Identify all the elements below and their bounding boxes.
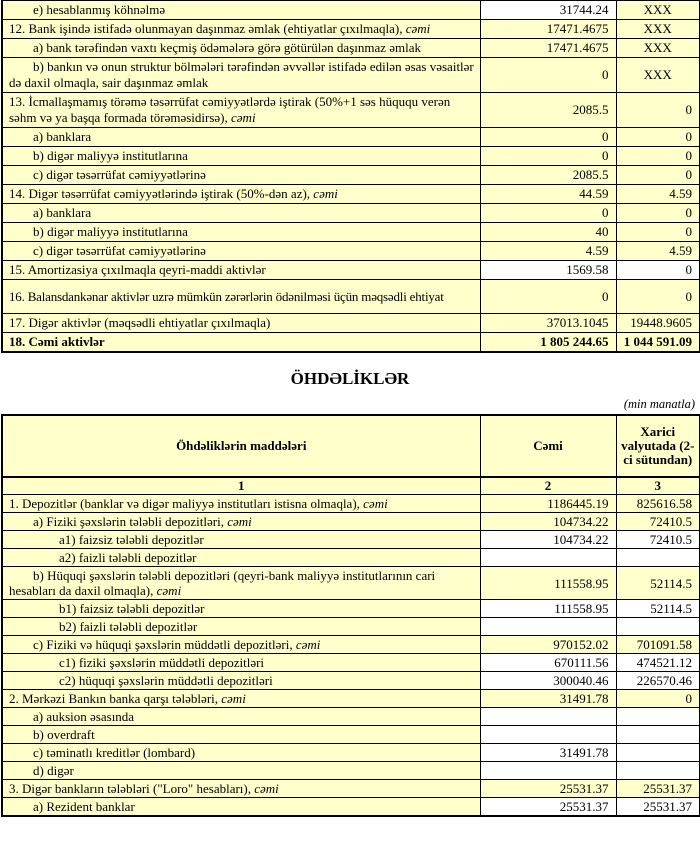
row-label-cell bbox=[2, 333, 480, 353]
liabilities-table-body bbox=[2, 415, 700, 816]
value-fx-cell: 25531.37 bbox=[616, 798, 700, 817]
row-label-cell bbox=[2, 495, 480, 513]
row-label: e) hesablanmış köhnəlmə bbox=[33, 2, 166, 17]
row-label: 3. Digər bankların tələbləri ("Loro" hesabları), bbox=[9, 781, 255, 796]
value-total-cell: 2085.5 bbox=[480, 93, 616, 128]
row-label-cell bbox=[2, 185, 480, 204]
liabilities-header-row bbox=[2, 415, 700, 477]
table-row bbox=[2, 654, 700, 672]
row-label: 18. Cəmi aktivlər bbox=[9, 334, 105, 349]
row-label-cell bbox=[2, 690, 480, 708]
row-label: b) Hüquqi şəxslərin tələbli depozitləri (qeyri-bank maliyyə institutlarının cari hesabları da daxil olmaqla), bbox=[9, 568, 436, 598]
row-label: b) digər maliyyə institutlarına bbox=[33, 148, 188, 163]
assets-table-body bbox=[2, 1, 700, 353]
value-total-cell: 1186445.19 bbox=[480, 495, 616, 513]
row-label-suffix: cəmi bbox=[231, 110, 256, 125]
table-row bbox=[2, 672, 700, 690]
value-total-cell: 1569.58 bbox=[480, 261, 616, 280]
value-fx-cell: 19448.9605 bbox=[616, 314, 700, 333]
row-label-cell bbox=[2, 600, 480, 618]
row-label: b) overdraft bbox=[33, 727, 95, 742]
value-total-cell: 970152.02 bbox=[480, 636, 616, 654]
value-fx-cell: XXX bbox=[616, 39, 700, 58]
column-numbers-row bbox=[2, 477, 700, 495]
row-label-suffix: cəmi bbox=[221, 691, 246, 706]
table-row bbox=[2, 780, 700, 798]
value-fx-cell: 0 bbox=[616, 147, 700, 166]
row-label-cell bbox=[2, 93, 480, 128]
row-label: 14. Digər təsərrüfat cəmiyyətlərində iştirak (50%-dən az), bbox=[9, 186, 314, 201]
value-fx-cell: 0 bbox=[616, 690, 700, 708]
value-fx-cell: 0 bbox=[616, 280, 700, 314]
header-items-label: Öhdəliklərin maddələri bbox=[2, 415, 480, 477]
row-label: 2. Mərkəzi Bankın banka qarşı tələbləri, bbox=[9, 691, 222, 706]
value-total-cell: 0 bbox=[480, 204, 616, 223]
value-total-cell bbox=[480, 708, 616, 726]
row-label: b2) faizli tələbli depozitlər bbox=[59, 619, 198, 634]
row-label-suffix: cəmi bbox=[156, 583, 182, 598]
value-fx-cell: 474521.12 bbox=[616, 654, 700, 672]
value-fx-cell: XXX bbox=[616, 20, 700, 39]
row-label: a) Fiziki şəxslərin tələbli depozitləri, bbox=[33, 514, 228, 529]
table-row bbox=[2, 513, 700, 531]
table-row bbox=[2, 185, 700, 204]
value-total-cell: 104734.22 bbox=[480, 531, 616, 549]
value-fx-cell: 52114.5 bbox=[616, 600, 700, 618]
value-fx-cell: 1 044 591.09 bbox=[616, 333, 700, 353]
row-label-cell bbox=[2, 513, 480, 531]
value-fx-cell bbox=[616, 762, 700, 780]
row-label: 12. Bank işində istifadə olunmayan daşınmaz əmlak (ehtiyatlar çıxılmaqla), bbox=[9, 21, 406, 36]
table-row bbox=[2, 567, 700, 600]
unit-note: (min manatla) bbox=[623, 397, 695, 411]
value-fx-cell: XXX bbox=[616, 1, 700, 20]
table-row bbox=[2, 58, 700, 93]
table-row bbox=[2, 1, 700, 20]
table-row bbox=[2, 798, 700, 817]
value-total-cell: 17471.4675 bbox=[480, 20, 616, 39]
table-row bbox=[2, 549, 700, 567]
value-fx-cell: 226570.46 bbox=[616, 672, 700, 690]
value-fx-cell: 0 bbox=[616, 204, 700, 223]
row-label: a) auksion əsasında bbox=[33, 709, 135, 724]
table-row bbox=[2, 744, 700, 762]
row-label-cell bbox=[2, 314, 480, 333]
table-row bbox=[2, 531, 700, 549]
assets-table bbox=[1, 0, 700, 353]
value-total-cell: 31744.24 bbox=[480, 1, 616, 20]
value-fx-cell: 72410.5 bbox=[616, 513, 700, 531]
row-label-cell bbox=[2, 58, 480, 93]
row-label-cell bbox=[2, 798, 480, 817]
row-label-cell bbox=[2, 780, 480, 798]
row-label: c) digər təsərrüfat cəmiyyətlərinə bbox=[33, 167, 206, 182]
row-label: b) digər maliyyə institutlarına bbox=[33, 224, 188, 239]
value-fx-cell: 4.59 bbox=[616, 242, 700, 261]
value-fx-cell bbox=[616, 549, 700, 567]
value-total-cell: 25531.37 bbox=[480, 798, 616, 817]
table-row bbox=[2, 618, 700, 636]
row-label: a) bank tərəfindən vaxtı keçmiş ödəmələrə görə götürülən daşınmaz əmlak bbox=[33, 40, 422, 55]
value-fx-cell: 4.59 bbox=[616, 185, 700, 204]
value-fx-cell: 52114.5 bbox=[616, 567, 700, 600]
row-label: 15. Amortizasiya çıxılmaqla qeyri-maddi aktivlər bbox=[9, 262, 266, 277]
value-total-cell: 31491.78 bbox=[480, 744, 616, 762]
value-total-cell: 40 bbox=[480, 223, 616, 242]
row-label-cell bbox=[2, 261, 480, 280]
value-total-cell: 44.59 bbox=[480, 185, 616, 204]
table-row bbox=[2, 20, 700, 39]
value-total-cell: 670111.56 bbox=[480, 654, 616, 672]
row-label-suffix: cəmi bbox=[227, 514, 252, 529]
value-total-cell: 0 bbox=[480, 128, 616, 147]
value-total-cell: 300040.46 bbox=[480, 672, 616, 690]
liabilities-table bbox=[1, 414, 700, 817]
value-total-cell: 111558.95 bbox=[480, 567, 616, 600]
value-fx-cell: 0 bbox=[616, 128, 700, 147]
table-row bbox=[2, 314, 700, 333]
row-label-suffix: cəmi bbox=[313, 186, 338, 201]
row-label-cell bbox=[2, 549, 480, 567]
row-label-suffix: cəmi bbox=[254, 781, 279, 796]
value-total-cell: 104734.22 bbox=[480, 513, 616, 531]
table-row bbox=[2, 333, 700, 353]
table-row bbox=[2, 223, 700, 242]
value-fx-cell: 72410.5 bbox=[616, 531, 700, 549]
column-number-1: 1 bbox=[2, 477, 480, 495]
value-fx-cell bbox=[616, 618, 700, 636]
row-label: 1. Depozitlər (banklar və digər maliyyə institutları istisna olmaqla), bbox=[9, 496, 364, 511]
value-total-cell: 17471.4675 bbox=[480, 39, 616, 58]
row-label-cell bbox=[2, 280, 480, 314]
value-total-cell bbox=[480, 726, 616, 744]
row-label-cell bbox=[2, 223, 480, 242]
row-label-cell bbox=[2, 1, 480, 20]
table-row bbox=[2, 690, 700, 708]
row-label-cell bbox=[2, 20, 480, 39]
row-label: c) digər təsərrüfat cəmiyyətlərinə bbox=[33, 243, 206, 258]
row-label-cell bbox=[2, 654, 480, 672]
header-fx-label: Xarici valyutada (2-ci sütundan) bbox=[616, 415, 700, 477]
table-row bbox=[2, 708, 700, 726]
value-total-cell bbox=[480, 762, 616, 780]
value-fx-cell: 0 bbox=[616, 223, 700, 242]
row-label: d) digər bbox=[33, 763, 74, 778]
value-fx-cell bbox=[616, 726, 700, 744]
value-total-cell bbox=[480, 618, 616, 636]
column-number-3: 3 bbox=[616, 477, 700, 495]
row-label-suffix: cəmi bbox=[363, 496, 388, 511]
table-row bbox=[2, 280, 700, 314]
table-row bbox=[2, 166, 700, 185]
value-fx-cell: 0 bbox=[616, 93, 700, 128]
value-fx-cell: 825616.58 bbox=[616, 495, 700, 513]
row-label-cell bbox=[2, 618, 480, 636]
row-label-cell bbox=[2, 147, 480, 166]
table-row bbox=[2, 636, 700, 654]
row-label-cell bbox=[2, 567, 480, 600]
value-total-cell: 111558.95 bbox=[480, 600, 616, 618]
row-label: c) təminatlı kreditlər (lombard) bbox=[33, 745, 196, 760]
row-label-cell bbox=[2, 242, 480, 261]
table-row bbox=[2, 726, 700, 744]
row-label-cell bbox=[2, 708, 480, 726]
column-number-2: 2 bbox=[480, 477, 616, 495]
row-label-suffix: cəmi bbox=[295, 637, 321, 652]
value-fx-cell: 701091.58 bbox=[616, 636, 700, 654]
value-fx-cell bbox=[616, 708, 700, 726]
table-row bbox=[2, 93, 700, 128]
row-label-suffix: cəmi bbox=[405, 21, 431, 36]
row-label-cell bbox=[2, 726, 480, 744]
value-total-cell: 0 bbox=[480, 58, 616, 93]
row-label: a) banklara bbox=[33, 129, 92, 144]
value-total-cell: 37013.1045 bbox=[480, 314, 616, 333]
value-total-cell: 4.59 bbox=[480, 242, 616, 261]
table-row bbox=[2, 147, 700, 166]
liabilities-section-title: ÖHDƏLİKLƏR bbox=[290, 369, 410, 388]
row-label: a) Rezident banklar bbox=[33, 799, 135, 814]
row-label: 16. Balansdankənar aktivlər uzrə mümkün zərərlərin ödənilməsi üçün məqsədli ehtiyat bbox=[9, 288, 444, 304]
table-row bbox=[2, 261, 700, 280]
header-total-label: Cəmi bbox=[480, 415, 616, 477]
row-label-cell bbox=[2, 204, 480, 223]
row-label: a2) faizli tələbli depozitlər bbox=[59, 550, 197, 565]
value-fx-cell: 0 bbox=[616, 261, 700, 280]
row-label: a) banklara bbox=[33, 205, 92, 220]
table-row bbox=[2, 762, 700, 780]
value-fx-cell: 0 bbox=[616, 166, 700, 185]
row-label-cell bbox=[2, 531, 480, 549]
table-row bbox=[2, 128, 700, 147]
row-label-cell bbox=[2, 39, 480, 58]
row-label: b1) faizsiz tələbli depozitlər bbox=[59, 601, 205, 616]
row-label: c2) hüquqi şəxslərin müddətli depozitləri bbox=[59, 673, 273, 688]
row-label: c) Fiziki və hüquqi şəxslərin müddətli depozitləri, bbox=[33, 637, 296, 652]
value-total-cell: 0 bbox=[480, 280, 616, 314]
row-label-cell bbox=[2, 672, 480, 690]
value-fx-cell: 25531.37 bbox=[616, 780, 700, 798]
value-fx-cell bbox=[616, 744, 700, 762]
row-label-cell bbox=[2, 128, 480, 147]
value-total-cell: 25531.37 bbox=[480, 780, 616, 798]
table-row bbox=[2, 600, 700, 618]
table-row bbox=[2, 204, 700, 223]
row-label: b) bankın və onun struktur bölmələri tərəfindən əvvəllər istifadə edilən əsas vəsaitlər də daxil olmaqla, sair daşınmaz əmlak bbox=[9, 59, 474, 90]
row-label: a1) faizsiz tələbli depozitlər bbox=[59, 532, 204, 547]
row-label-cell bbox=[2, 166, 480, 185]
value-fx-cell: XXX bbox=[616, 58, 700, 93]
row-label-cell bbox=[2, 636, 480, 654]
value-total-cell: 1 805 244.65 bbox=[480, 333, 616, 353]
table-row bbox=[2, 39, 700, 58]
table-row bbox=[2, 495, 700, 513]
table-row bbox=[2, 242, 700, 261]
value-total-cell: 31491.78 bbox=[480, 690, 616, 708]
value-total-cell: 2085.5 bbox=[480, 166, 616, 185]
row-label: c1) fiziki şəxslərin müddətli depozitləri bbox=[59, 655, 265, 670]
value-total-cell: 0 bbox=[480, 147, 616, 166]
row-label-cell bbox=[2, 744, 480, 762]
row-label-cell bbox=[2, 762, 480, 780]
row-label: 13. İcmallaşmamış törəmə təsərrüfat cəmiyyətlərdə iştirak (50%+1 səs hüququ verən səhm və ya başqa formada törəməsidirsə), bbox=[9, 94, 451, 125]
value-total-cell bbox=[480, 549, 616, 567]
row-label: 17. Digər aktivlər (məqsədli ehtiyatlar çıxılmaqla) bbox=[9, 315, 271, 330]
